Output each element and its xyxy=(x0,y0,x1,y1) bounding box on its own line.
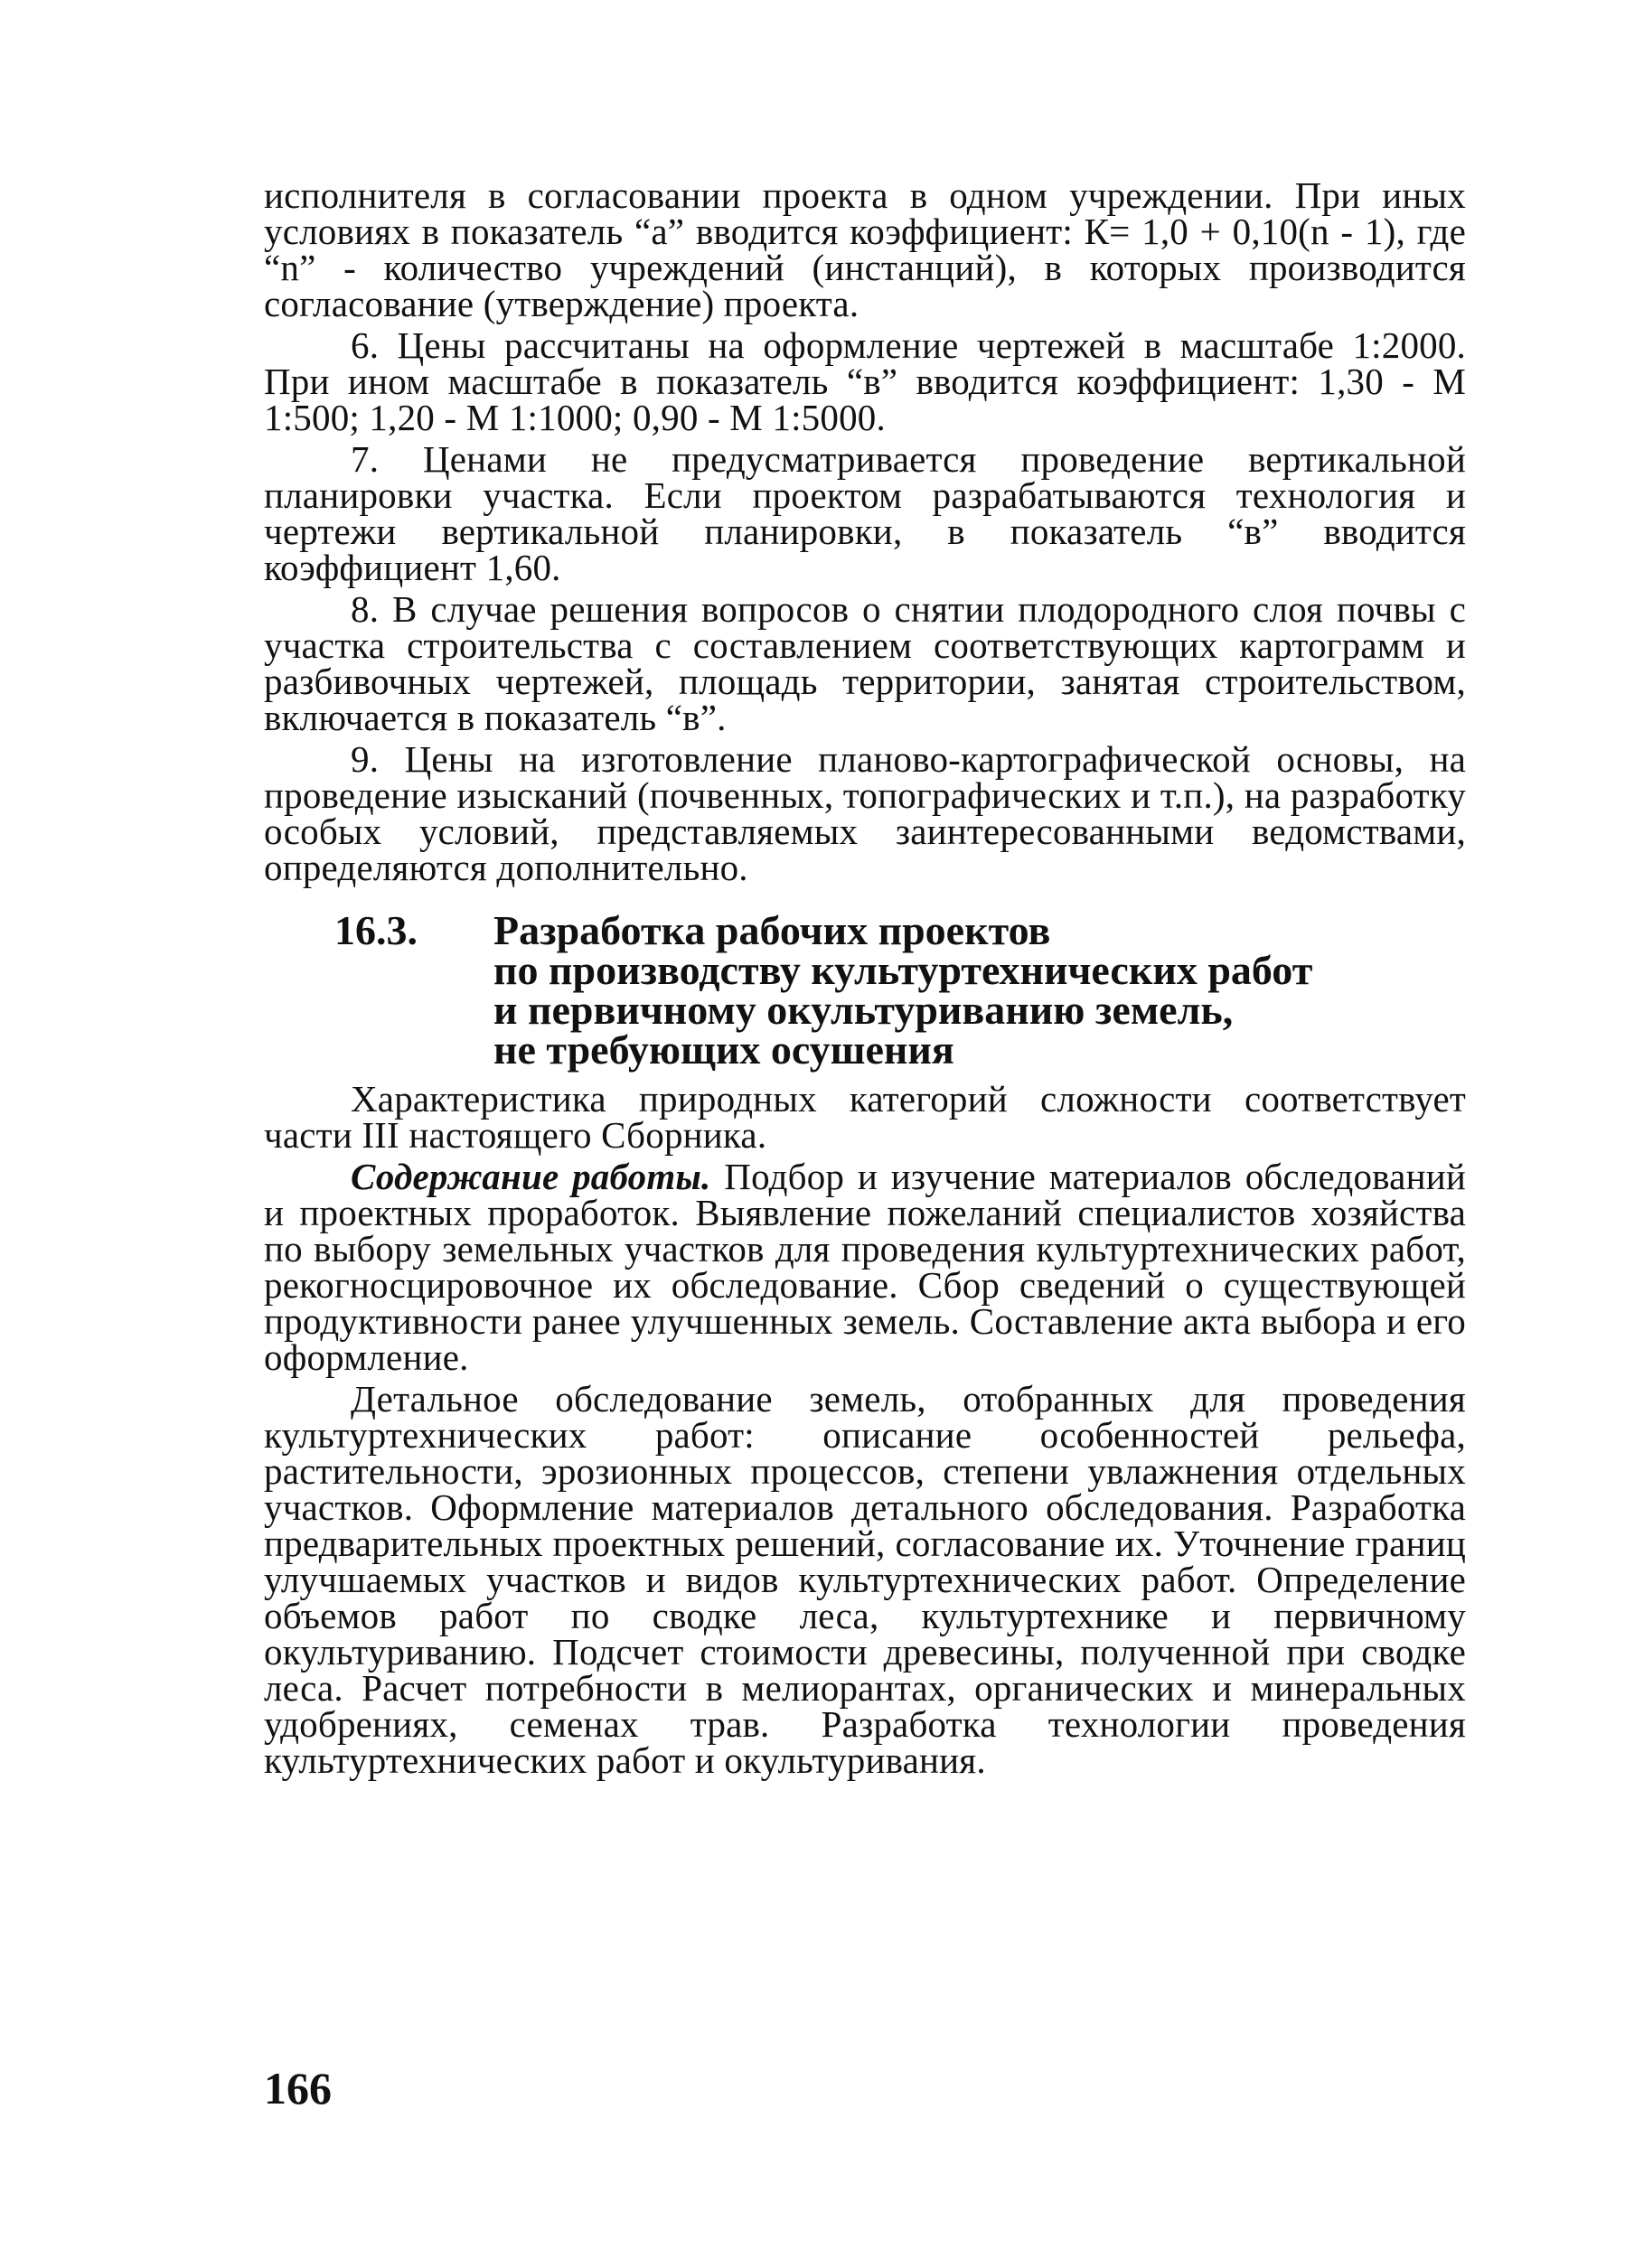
paragraph-item-9: 9. Цены на изготовление планово-картографической основы, на проведение изысканий (почвенных, топографических и т.п.), на разработку особых условий, представляемых заинтересованными ведомствами, определяются дополнительно. xyxy=(264,738,1466,888)
paragraph-work-content xyxy=(264,1156,1466,1378)
work-content-lead: Содержание работы. xyxy=(351,1156,711,1197)
section-title-line: и первичному окультуриванию земель, xyxy=(493,987,1234,1033)
paragraph-continuation: исполнителя в согласовании проекта в одном учреждении. При иных условиях в показатель “а” вводится коэффициент: К= 1,0 + 0,10(n - 1), где “n” - количество учреждений (инстанций), в которых производится согласование (утверждение) проекта. xyxy=(264,174,1466,324)
paragraph-item-7: 7. Ценами не предусматривается проведение вертикальной планировки участка. Если проектом разрабатываются технология и чертежи вертикальной планировки, в показатель “в” вводится коэффициент 1,60. xyxy=(264,438,1466,588)
section-title xyxy=(493,907,1313,1073)
document-page xyxy=(264,174,1466,1784)
section-number: 16.3. xyxy=(334,907,418,953)
section-title-line: не требующих осушения xyxy=(493,1026,954,1073)
paragraph-intro: Характеристика природных категорий сложности соответствует части III настоящего Сборника. xyxy=(264,1078,1466,1156)
section-title-line: Разработка рабочих проектов xyxy=(493,907,1051,953)
paragraph-item-8: 8. В случае решения вопросов о снятии плодородного слоя почвы с участка строительства с составлением соответствующих картограмм и разбивочных чертежей, площадь территории, занятая строительством, включается в показатель “в”. xyxy=(264,588,1466,738)
section-title-line: по производству культуртехнических работ xyxy=(493,947,1313,993)
paragraph-item-6: 6. Цены рассчитаны на оформление чертежей в масштабе 1:2000. При ином масштабе в показатель “в” вводится коэффициент: 1,30 - М 1:500; 1,20 - М 1:1000; 0,90 - М 1:5000. xyxy=(264,324,1466,438)
work-content-text: Подбор и изучение материалов обследований и проектных проработок. Выявление пожеланий специалистов хозяйства по выбору земельных участков для проведения культуртехнических работ, рекогносцировочное их обследование. Сбор сведений о существующей продуктивности ранее улучшенных земель. Составление акта выбора и его оформление. xyxy=(264,1156,1466,1378)
page-number: 166 xyxy=(264,2063,332,2113)
section-heading xyxy=(264,907,1466,1073)
paragraph-detail: Детальное обследование земель, отобранных для проведения культуртехнических работ: описание особенностей рельефа, растительности, эрозионных процессов, степени увлажнения отдельных участков. Оформление материалов детального обследования. Разработка предварительных проектных решений, согласование их. Уточнение границ улучшаемых участков и видов культуртехнических работ. Определение объемов работ по сводке леса, культуртехнике и первичному окультуриванию. Подсчет стоимости древесины, полученной при сводке леса. Расчет потребности в мелиорантах, органических и минеральных удобрениях, семенах трав. Разработка технологии проведения культуртехнических работ и окультуривания. xyxy=(264,1378,1466,1781)
